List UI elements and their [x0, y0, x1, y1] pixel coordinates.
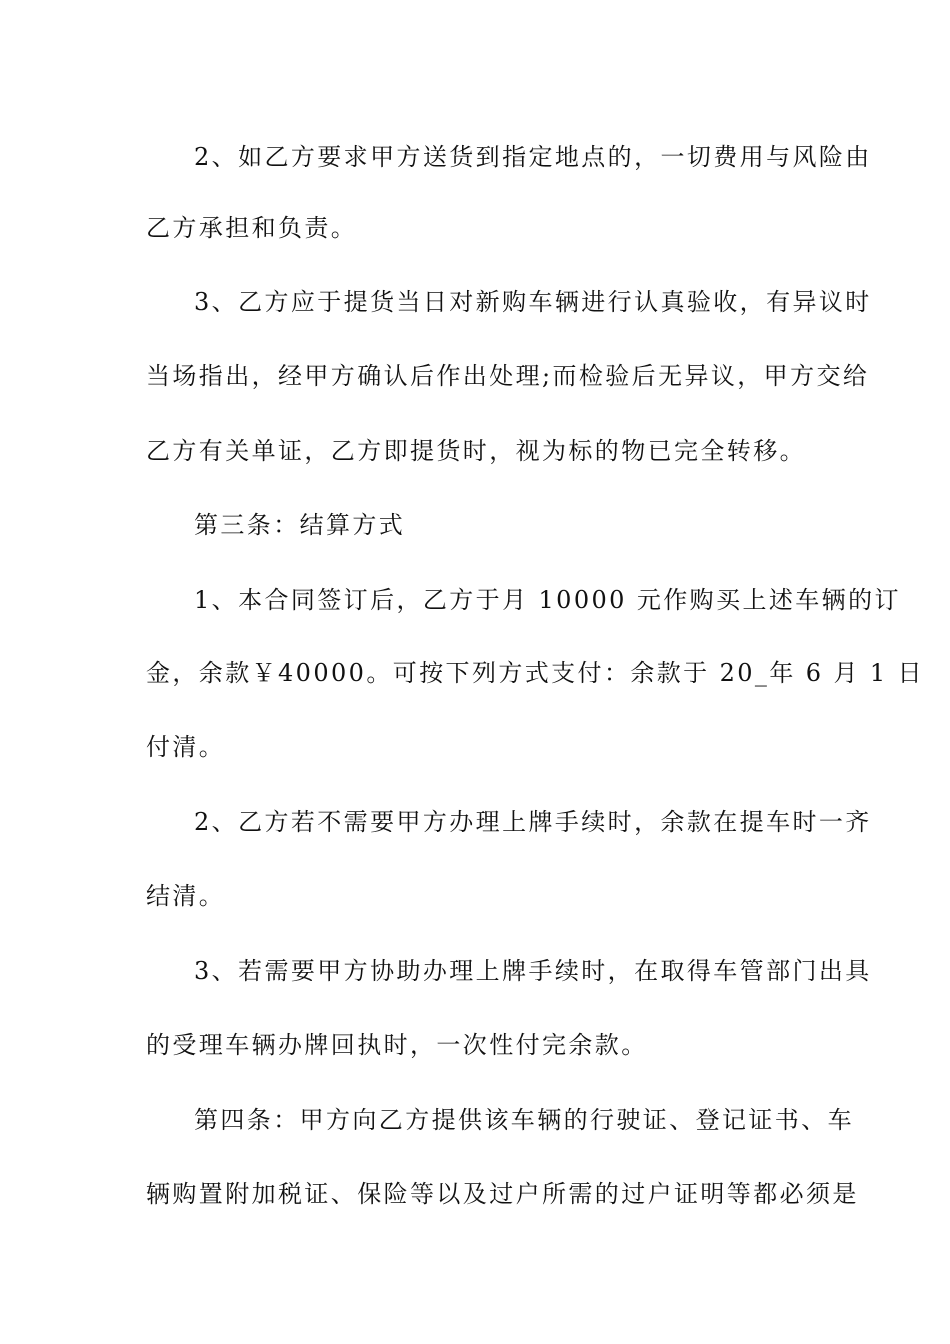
- paragraph-line: 当场指出，经甲方确认后作出处理;而检验后无异议，甲方交给: [146, 362, 870, 390]
- paragraph-line: 2、乙方若不需要甲方办理上牌手续时，余款在提车时一齐: [194, 808, 872, 836]
- paragraph-line: 3、乙方应于提货当日对新购车辆进行认真验收，有异议时: [194, 288, 872, 316]
- paragraph-line: 乙方有关单证，乙方即提货时，视为标的物已完全转移。: [146, 437, 806, 465]
- paragraph-line: 的受理车辆办牌回执时，一次性付完余款。: [146, 1031, 648, 1059]
- section-heading: 第三条：结算方式: [194, 511, 406, 539]
- paragraph-line: 金，余款￥40000。可按下列方式支付：余款于 20_年 6 月 1 日: [146, 659, 924, 687]
- paragraph-line: 辆购置附加税证、保险等以及过户所需的过户证明等都必须是: [146, 1180, 859, 1208]
- paragraph-line: 付清。: [146, 733, 226, 761]
- paragraph-line: 乙方承担和负责。: [146, 214, 358, 242]
- paragraph-line: 1、本合同签订后，乙方于月 10000 元作购买上述车辆的订: [194, 586, 901, 614]
- paragraph-line: 3、若需要甲方协助办理上牌手续时，在取得车管部门出具: [194, 957, 872, 985]
- paragraph-line: 结清。: [146, 882, 226, 910]
- paragraph-line: 2、如乙方要求甲方送货到指定地点的，一切费用与风险由: [194, 143, 872, 171]
- section-heading: 第四条：甲方向乙方提供该车辆的行驶证、登记证书、车: [194, 1106, 854, 1134]
